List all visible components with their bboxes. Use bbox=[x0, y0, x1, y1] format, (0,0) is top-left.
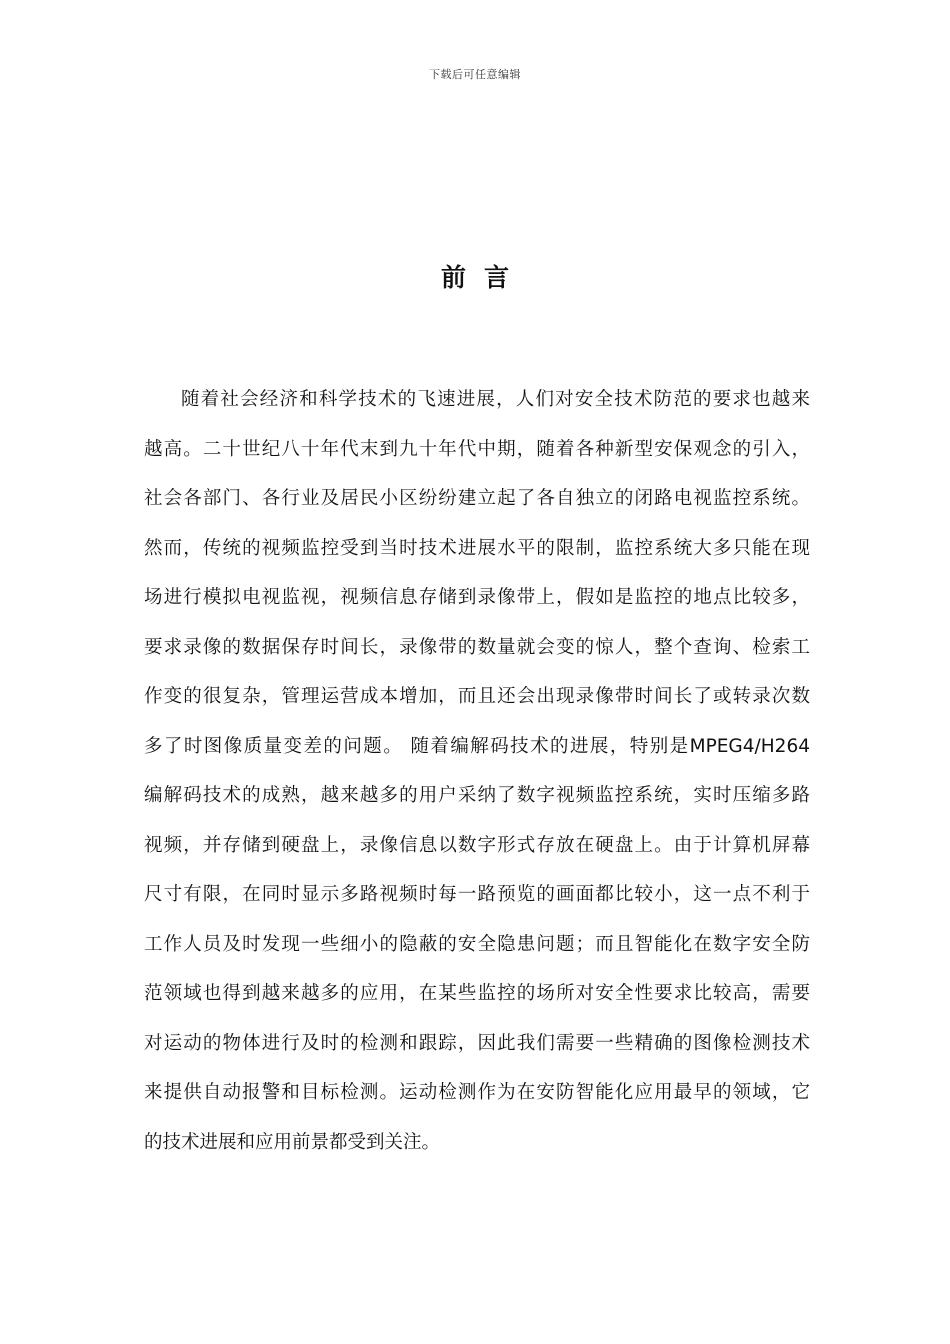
paragraph-line: 工作人员及时发现一些细小的隐蔽的安全隐患问题；而且智能化在数字安全防 bbox=[144, 933, 810, 955]
paragraph-line: 随着社会经济和科学技术的飞速进展，人们对安全技术防范的要求也越来 bbox=[181, 389, 810, 410]
header-note: 下载后可任意编辑 bbox=[429, 68, 521, 81]
paragraph-line: 范领域也得到越来越多的应用，在某些监控的场所对安全性要求比较高，需要 bbox=[144, 983, 810, 1004]
paragraph-line: 视频，并存储到硬盘上，录像信息以数字形式存放在硬盘上。由于计算机屏幕 bbox=[144, 834, 810, 856]
paragraph-line: 然而，传统的视频监控受到当时技术进展水平的限制，监控系统大多只能在现 bbox=[144, 537, 810, 559]
paragraph-line: 作变的很复杂，管理运营成本增加，而且还会出现录像带时间长了或转录次数 bbox=[144, 686, 810, 707]
body-paragraph bbox=[144, 380, 810, 1172]
paragraph-line: 的技术进展和应用前景都受到关注。 bbox=[144, 1131, 441, 1153]
paragraph-line: 对运动的物体进行及时的检测和跟踪，因此我们需要一些精确的图像检测技术 bbox=[144, 1032, 810, 1054]
page-title: 前言 bbox=[440, 263, 527, 292]
paragraph-line: 越高。二十世纪八十年代末到九十年代中期，随着各种新型安保观念的引入， bbox=[144, 438, 810, 460]
paragraph-line: 要求录像的数据保存时间长，录像带的数量就会变的惊人，整个查询、检索工 bbox=[144, 636, 810, 658]
paragraph-line: 编解码技术的成熟，越来越多的用户采纳了数字视频监控系统，实时压缩多路 bbox=[144, 785, 810, 806]
paragraph-line: 尺寸有限，在同时显示多路视频时每一路预览的画面都比较小，这一点不利于 bbox=[144, 884, 810, 905]
paragraph-line: 社会各部门、各行业及居民小区纷纷建立起了各自独立的闭路电视监控系统。 bbox=[144, 488, 810, 509]
paragraph-line: 场进行模拟电视监视，视频信息存储到录像带上，假如是监控的地点比较多， bbox=[144, 587, 810, 608]
paragraph-line: 来提供自动报警和目标检测。运动检测作为在安防智能化应用最早的领域，它 bbox=[144, 1082, 810, 1103]
paragraph-line: 多了时图像质量变差的问题。 随着编解码技术的进展，特别是MPEG4/H264 bbox=[144, 735, 810, 757]
